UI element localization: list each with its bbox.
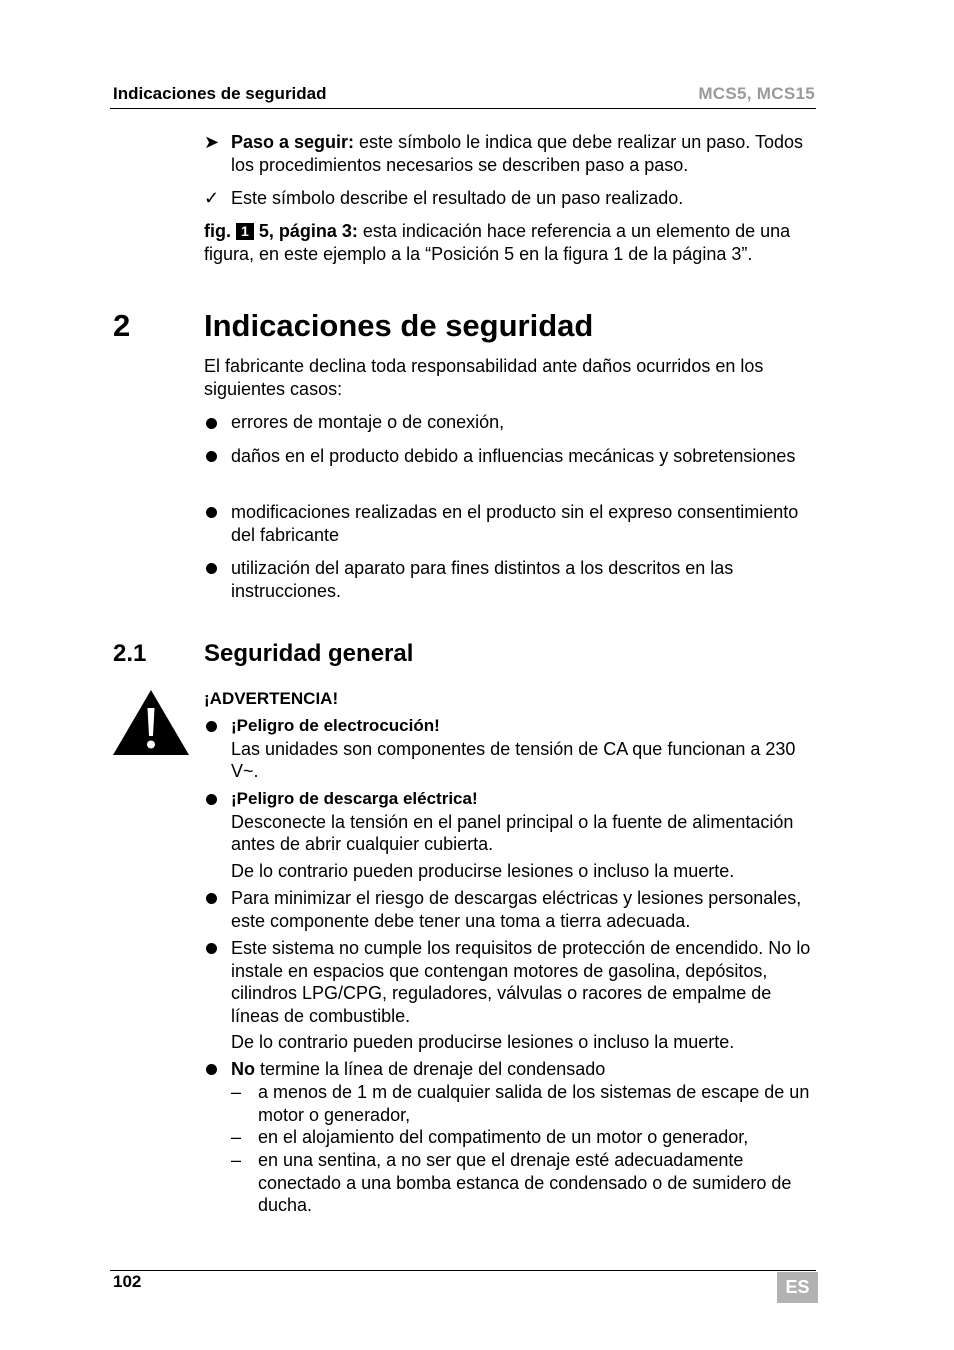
warning-item-text: Desconecte la tensión en el panel principal o la fuente de alimentación antes de abrir cualquier cubierta. (231, 811, 794, 854)
step-text: este símbolo le indica que debe realizar un paso. Todos los procedimientos necesarios se describen paso a paso. (231, 132, 804, 175)
step-paragraph (231, 131, 821, 176)
warning-item (231, 715, 811, 783)
running-header-model: MCS5, MCS15 (698, 84, 815, 103)
bullet-dot-icon (206, 507, 217, 518)
warning-item-text: termine la línea de drenaje del condensado (255, 1059, 606, 1079)
case-item: errores de montaje o de conexión, (231, 412, 505, 432)
dash-marker: – (231, 1127, 242, 1147)
warning-item-note: De lo contrario pueden producirse lesiones o incluso la muerte. (231, 860, 735, 881)
warning-item (231, 788, 821, 882)
bullet-dot-icon (206, 1064, 217, 1075)
figure-number-box: 1 (236, 223, 254, 240)
fig-suffix: 5, página 3: (253, 221, 358, 241)
result-paragraph: Este símbolo describe el resultado de un paso realizado. (231, 188, 684, 208)
figure-reference-paragraph (204, 220, 821, 265)
warning-item-title: ¡Peligro de electrocución! (231, 716, 440, 735)
case-item: modificaciones realizadas en el producto sin el expreso consentimiento del fabricante (231, 502, 799, 545)
dash-marker: – (231, 1150, 242, 1170)
section-title: Indicaciones de seguridad (204, 308, 594, 343)
page-number: 102 (113, 1272, 142, 1291)
sub-list-item: en el alojamiento del compatimento de un motor o generador, (258, 1127, 749, 1147)
bullet-dot-icon (206, 563, 217, 574)
section-number: 2 (113, 308, 131, 343)
case-item: utilización del aparato para fines distintos a los descritos en las instrucciones. (231, 558, 734, 601)
step-label: Paso a seguir: (231, 132, 355, 152)
warning-item-note: De lo contrario pueden producirse lesiones o incluso la muerte. (231, 1032, 735, 1052)
bullet-dot-icon (206, 418, 217, 429)
warning-triangle-icon (112, 688, 190, 756)
running-header-title: Indicaciones de seguridad (113, 84, 327, 103)
subsection-number: 2.1 (113, 640, 147, 667)
header-rule (110, 108, 816, 109)
bullet-dot-icon (206, 721, 217, 732)
fig-text: esta indicación hace referencia a un elemento de una figura, en este ejemplo a la “Posición 5 en la figura 1 de la página 3”. (204, 221, 791, 264)
warning-item (231, 937, 821, 1054)
warning-item-text: Las unidades son componentes de tensión de CA que funcionan a 230 V~. (231, 738, 796, 781)
subsection-title: Seguridad general (204, 640, 414, 667)
fig-prefix: fig. (204, 221, 231, 241)
checkmark-icon: ✓ (204, 188, 220, 208)
bullet-dot-icon (206, 794, 217, 805)
footer-rule (110, 1270, 816, 1271)
warning-label: ¡ADVERTENCIA! (204, 689, 339, 708)
bullet-dot-icon (206, 893, 217, 904)
dash-marker: – (231, 1082, 242, 1102)
warning-item: Para minimizar el riesgo de descargas eléctricas y lesiones personales, este componente debe tener una toma a tierra adecuada. (231, 888, 802, 931)
warning-item (231, 1058, 821, 1081)
bullet-dot-icon (206, 451, 217, 462)
sub-list-item: a menos de 1 m de cualquier salida de los sistemas de escape de un motor o generador, (258, 1082, 810, 1125)
case-item: daños en el producto debido a influencias mecánicas y sobretensiones (231, 446, 796, 466)
warning-item-title: ¡Peligro de descarga eléctrica! (231, 789, 478, 808)
warning-item-text: Este sistema no cumple los requisitos de protección de encendido. No lo instale en espacios que contengan motores de gasolina, depósitos, cilindros LPG/CPG, reguladores, válvulas o racores de empalme de líneas de combustible. (231, 938, 811, 1026)
sub-list-item: en una sentina, a no ser que el drenaje esté adecuadamente conectado a una bomba estanca de condensado o de sumidero de ducha. (258, 1150, 792, 1215)
language-badge: ES (777, 1272, 818, 1303)
section-intro: El fabricante declina toda responsabilidad ante daños ocurridos en los siguientes casos: (204, 356, 764, 399)
bullet-dot-icon (206, 943, 217, 954)
warning-item-bold: No (231, 1059, 255, 1079)
step-arrow-icon: ➤ (204, 132, 220, 152)
